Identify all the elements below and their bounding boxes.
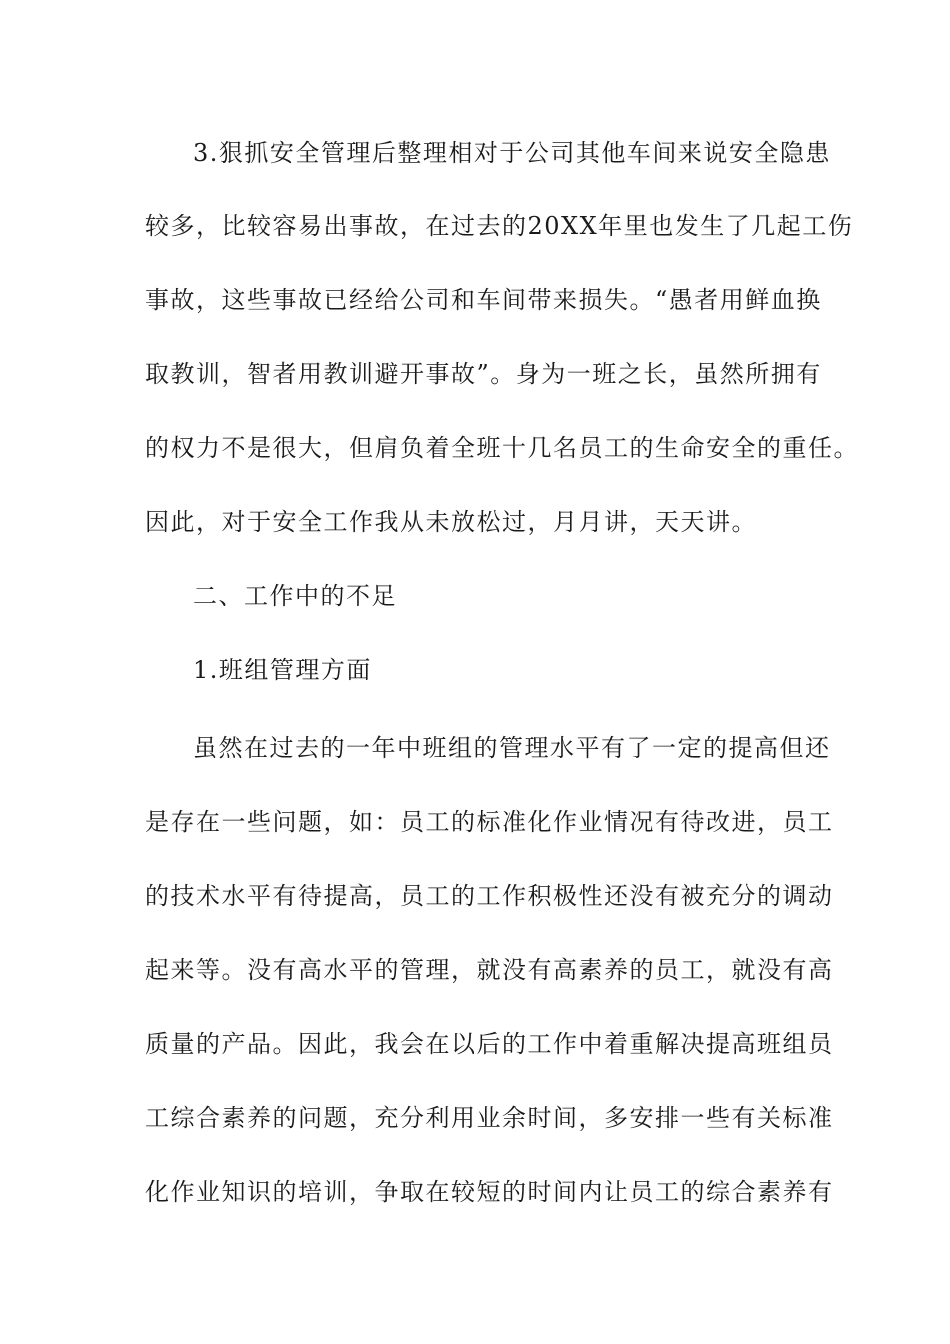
paragraph-line: 虽然在过去的一年中班组的管理水平有了一定的提高但还 xyxy=(193,734,831,762)
paragraph-line: 是存在一些问题，如：员工的标准化作业情况有待改进，员工 xyxy=(145,808,834,836)
section-heading: 二、工作中的不足 xyxy=(193,582,397,610)
paragraph-line: 的技术水平有待提高，员工的工作积极性还没有被充分的调动 xyxy=(145,882,834,910)
paragraph-line: 取教训，智者用教训避开事故”。身为一班之长，虽然所拥有 xyxy=(145,360,822,388)
paragraph-line: 因此，对于安全工作我从未放松过，月月讲，天天讲。 xyxy=(145,508,757,536)
paragraph-line: 化作业知识的培训，争取在较短的时间内让员工的综合素养有 xyxy=(145,1178,834,1206)
paragraph-line: 较多，比较容易出事故，在过去的20XX年里也发生了几起工伤 xyxy=(145,212,854,240)
paragraph-line: 事故，这些事故已经给公司和车间带来损失。“愚者用鲜血换 xyxy=(145,286,822,314)
paragraph-line: 起来等。没有高水平的管理，就没有高素养的员工，就没有高 xyxy=(145,956,834,984)
paragraph-line: 质量的产品。因此，我会在以后的工作中着重解决提高班组员 xyxy=(145,1030,834,1058)
paragraph-line: 3.狠抓安全管理后整理相对于公司其他车间来说安全隐患 xyxy=(193,139,831,167)
subsection-heading: 1.班组管理方面 xyxy=(193,656,372,684)
paragraph-line: 工综合素养的问题，充分利用业余时间，多安排一些有关标准 xyxy=(145,1104,834,1132)
paragraph-line: 的权力不是很大，但肩负着全班十几名员工的生命安全的重任。 xyxy=(145,434,859,462)
